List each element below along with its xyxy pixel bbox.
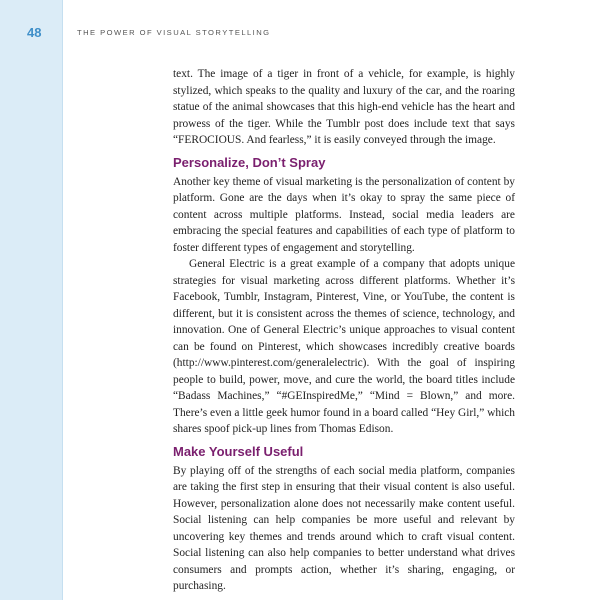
section-heading-personalize: Personalize, Don’t Spray (173, 154, 326, 170)
paragraph-personalization: Another key theme of visual marketing is the personalization of content by platform. Gone are the days when it’s okay to spray the same piece of content across multiple platforms. Instead, social media leaders are embracing the special features and capabilities of each type of platform to foster different types of engagement and storytelling. (173, 175, 515, 254)
book-title: THE POWER OF VISUAL STORYTELLING (77, 28, 271, 37)
running-head (0, 24, 600, 44)
paragraph-social-listening: By playing off of the strengths of each social media platform, companies are taking the first step in ensuring that their visual content is also useful. However, personalization alone does not necessarily make content useful. Social listening can help companies be more useful and relevant by uncovering key themes and trends around which to craft visual content. Social listening can also help companies to better understand what drives consumers and prompts action, whether it’s sharing, engaging, or purchasing. (173, 464, 515, 592)
body-text (173, 66, 515, 595)
margin-strip (0, 0, 63, 600)
intro-paragraph: text. The image of a tiger in front of a vehicle, for example, is highly stylized, which speaks to the quality and luxury of the car, and the roaring statue of the animal showcases that this high-end vehicle has the heart and prowess of the tiger. While the Tumblr post does include text that says “FEROCIOUS. And fearless,” it is easily conveyed through the image. (173, 68, 515, 146)
paragraph-general-electric: General Electric is a great example of a company that adopts unique strategies for visual marketing across different platforms. Whether it’s Facebook, Tumblr, Instagram, Pinterest, Vine, or YouTube, the content is different, but it is consistent across the themes of science, technology, and innovation. One of General Electric’s unique approaches to visual content can be found on Pinterest, which showcases incredibly creative boards (http://www.pinterest.com/generalelectric). With the goal of inspiring people to build, power, move, and cure the world, the board titles include “Badass Machines,” “#GEInspiredMe,” “Mind = Blown,” and more. There’s even a little geek humor found in a board called “Hey Girl,” which shares spoof pick-up lines from Thomas Edison. (173, 258, 515, 435)
section-heading-useful: Make Yourself Useful (173, 443, 304, 459)
page-number: 48 (27, 25, 42, 40)
